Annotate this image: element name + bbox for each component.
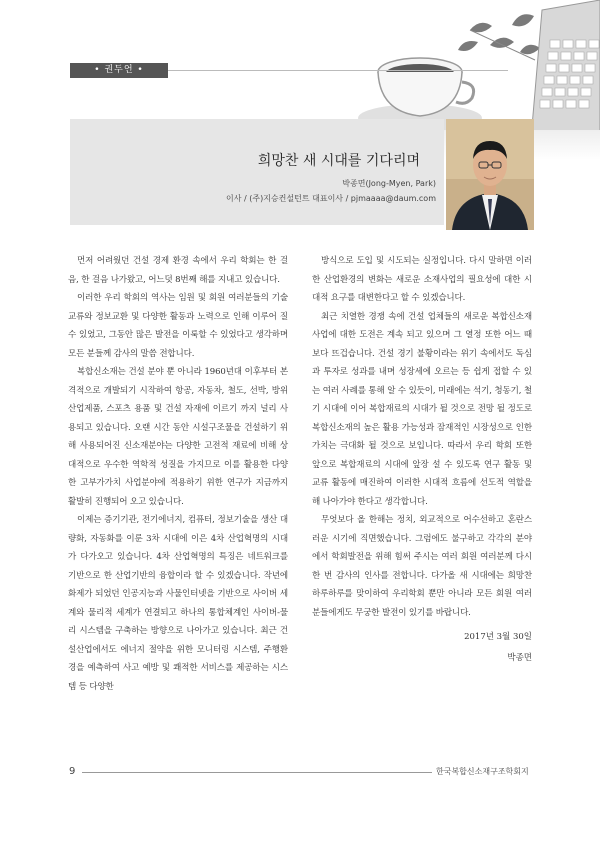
paragraph: 최근 치열한 경쟁 속에 건설 업체들의 새로운 복합신소재 사업에 대한 도전은 계속 되고 있으며 그 열정 또한 어느 때 보다 뜨겁습니다. 건설 경기 불황이라는 위기 속에서도 독심과 투자로 성과를 내며 성장세에 오르는 등 쉽게 접할 수 있는 여러 사례를 통해 알 수 있듯이, 미래에는 석기, 청동기, 철기 시대에 이어 복합재료의 시대가 될 것으로 전망 될 정도로 복합신소재의 높은 활용 가능성과 잠재적인 시장성으로 인한 가치는 극대화 될 것으로 보입니다. 따라서 우리 학회 또한 앞으로 복합재료의 시대에 앞장 설 수 있도록 연구 활동 및 교류 활동에 매진하여 이러한 시대적 흐름에 선도적 역할을 해 나아가야 한다고 생각합니다. [312, 311, 532, 507]
paragraph: 방식으로 도입 및 시도되는 실정입니다. 다시 말하면 이러한 산업환경의 변화는 새로운 소재사업의 필요성에 대한 시대적 요구를 대변한다고 할 수 있겠습니다. [312, 256, 532, 303]
laptop-icon [530, 0, 600, 150]
signer: 박종면 [507, 653, 532, 663]
author-name: 박종면(Jong-Myen, Park) [342, 179, 436, 188]
paragraph: 무엇보다 올 한해는 정치, 외교적으로 어수선하고 혼란스러운 시기에 직면했습니다. 그럼에도 불구하고 각각의 분야에서 학회발전을 위해 힘써 주시는 여러 회원 여러분께 다시 한 번 감사의 인사를 전합니다. 다가올 새 시대에는 희망찬 하루하루를 맞이하여 우리학회 뿐만 아니라 모든 회원 여러분들에게도 무궁한 발전이 있기를 바랍니다. [312, 515, 532, 618]
article-title: 희망찬 새 시대를 기다리며 [257, 153, 420, 169]
title-box [70, 119, 444, 225]
section-tag: • 권두언 • [70, 63, 168, 78]
footer-divider [82, 772, 432, 773]
paragraph: 먼저 어려웠던 건설 경제 환경 속에서 우리 학회는 한 걸음, 한 걸음 나가왔고, 어느덧 8번째 해를 지내고 있습니다. [68, 256, 288, 285]
paragraph: 이제는 증기기관, 전기에너지, 컴퓨터, 정보기술을 생산 대량화, 자동화를 이룬 3차 시대에 이은 4차 산업혁명의 시대가 다가오고 있습니다. 4차 산업혁명의 특징은 네트워크를 기반으로 한 산업기반의 융합이라 할 수 있겠습니다. 작년에 화제가 되었던 인공지능과 사물인터넷을 기반으로 사이버 세계와 물리적 세계가 연결되고 하나의 통합체계인 사이버-물리 시스템을 구축하는 방향으로 나아가고 있습니다. 최근 건설산업에서도 에너지 절약을 위한 모니터링 시스템, 주행환경을 예측하여 사고 예방 및 쾌적한 서비스를 제공하는 시스템 등 다양한 [68, 515, 288, 692]
section-divider [168, 70, 508, 71]
page-number: 9 [69, 766, 76, 777]
journal-name: 한국복합신소재구조학회지 [436, 767, 529, 776]
body-left-column [68, 252, 288, 696]
body-right-column [312, 252, 532, 622]
paragraph: 복합신소재는 건설 분야 뿐 아니라 1960년대 이후부터 본격적으로 개발되기 시작하여 항공, 자동차, 철도, 선박, 방위산업제품, 스포츠 용품 및 건설 자재에 이르기 까지 널리 사용되고 있습니다. 오랜 시간 동안 시설구조물을 건설하기 위해 사용되어진 신소재분야는 다양한 고전적 재료에 비해 상대적으로 우수한 역학적 성질을 가지므로 이를 활용한 다양한 고부가가치 사업분야에 적용하기 위한 연구가 지금까지 활발히 진행되어 오고 있습니다. [68, 367, 288, 507]
paragraph: 이러한 우리 학회의 역사는 임원 및 회원 여러분들의 기술교류와 정보교환 및 다양한 활동과 노력으로 인해 이루어 질 수 있었고, 그동안 많은 발전을 이룩할 수 있었다고 생각하며 모든 분들께 감사의 말씀 전합니다. [68, 293, 288, 359]
author-affiliation: 이사 / (주)지승컨설턴트 대표이사 / pjmaaaa@daum.com [226, 194, 436, 203]
author-photo [446, 119, 534, 230]
date: 2017년 3월 30일 [464, 632, 532, 642]
